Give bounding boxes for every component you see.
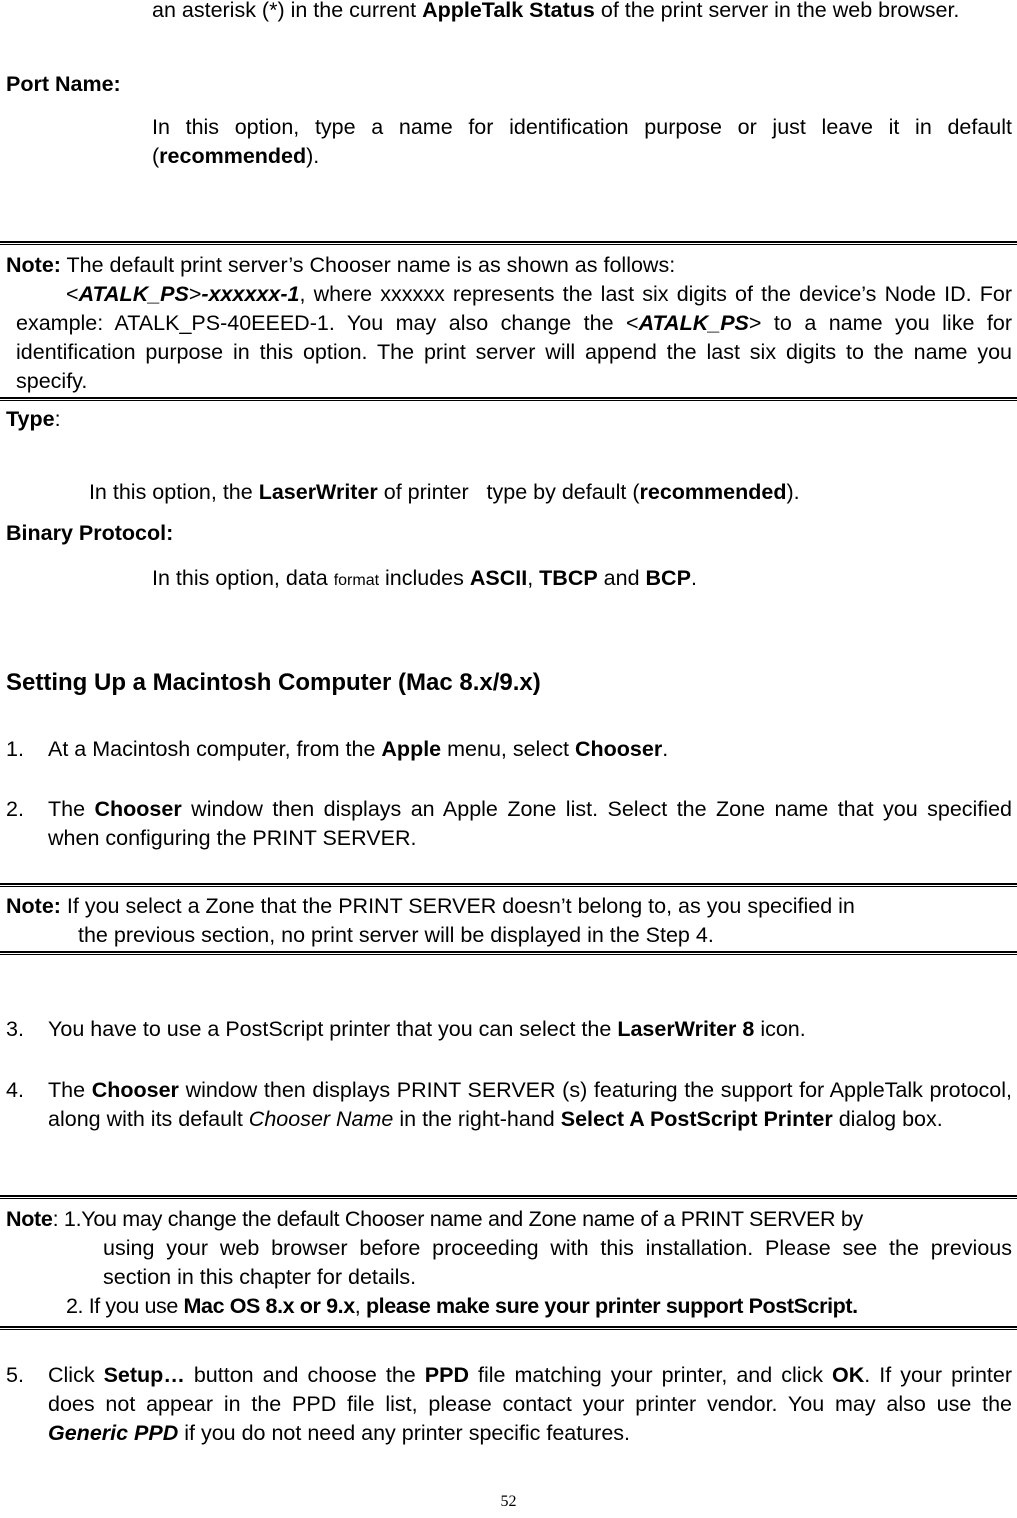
note3-bottom-rule <box>0 1326 1017 1330</box>
step5-text: Click Setup… button and choose the PPD file matching your printer, and click OK. If your printer does not appear in the PPD file list, please contact your printer vendor. You may also use the Generic PPD if you do not need any printer specific features. <box>48 1363 1013 1445</box>
step3-number: 3. <box>6 1017 24 1041</box>
note2-top-rule <box>0 883 1017 887</box>
step2-text: The Chooser window then displays an Apple Zone list. Select the Zone name that you specified when configuring the PRINT SERVER. <box>48 797 1012 850</box>
type-heading: Type: <box>6 407 61 431</box>
note1-body: <ATALK_PS>-xxxxxx-1, where xxxxxx represents the last six digits of the device’s Node ID. For example: ATALK_PS-40EEED-1. You may also change the <ATALK_PS> to a name you like for identification purpose in this option. The print server will append the last six digits to the name you specify. <box>16 282 1012 393</box>
binary-protocol-text: In this option, data format includes ASCII, TBCP and BCP. <box>152 566 697 590</box>
section-title: Setting Up a Macintosh Computer (Mac 8.x/9.x) <box>6 669 541 696</box>
port-name-text: In this option, type a name for identification purpose or just leave it in default (recommended). <box>152 115 1012 168</box>
step1-number: 1. <box>6 737 24 761</box>
note3-item1-continued: using your web browser before proceeding with this installation. Please see the previous section in this chapter for details. <box>103 1236 1012 1289</box>
note1-first-line: Note: The default print server’s Chooser name is as shown as follows: <box>6 253 676 277</box>
page-number: 52 <box>500 1493 517 1510</box>
port-name-heading: Port Name: <box>6 72 121 96</box>
step3-text: You have to use a PostScript printer that you can select the LaserWriter 8 icon. <box>48 1017 806 1041</box>
step4-text: The Chooser window then displays PRINT SERVER (s) featuring the support for AppleTalk protocol, along with its default Chooser Name in the right-hand Select A PostScript Printer dialog box. <box>48 1078 1012 1131</box>
type-text: In this option, the LaserWriter of printer type by default (recommended). <box>88 480 800 504</box>
step4-number: 4. <box>6 1078 24 1102</box>
note3-first-line: Note: 1.You may change the default Chooser name and Zone name of a PRINT SERVER by <box>6 1207 863 1231</box>
appletalk-status-text: an asterisk (*) in the current AppleTalk Status of the print server in the web browser. <box>152 0 960 22</box>
step2-number: 2. <box>6 797 24 821</box>
note3-item2: 2. If you use Mac OS 8.x or 9.x, please make sure your printer support PostScript. <box>66 1294 858 1318</box>
note2-bottom-rule <box>0 951 1017 955</box>
note3-top-rule <box>0 1195 1017 1199</box>
note1-bottom-rule <box>0 397 1017 401</box>
note1-top-rule <box>0 241 1017 245</box>
step5-number: 5. <box>6 1363 24 1387</box>
step1-text: At a Macintosh computer, from the Apple menu, select Chooser. <box>48 737 669 761</box>
binary-protocol-heading: Binary Protocol: <box>6 521 174 545</box>
note2-first-line: Note: If you select a Zone that the PRINT SERVER doesn’t belong to, as you specified in <box>6 894 855 918</box>
note2-second-line: the previous section, no print server will be displayed in the Step 4. <box>78 923 714 947</box>
